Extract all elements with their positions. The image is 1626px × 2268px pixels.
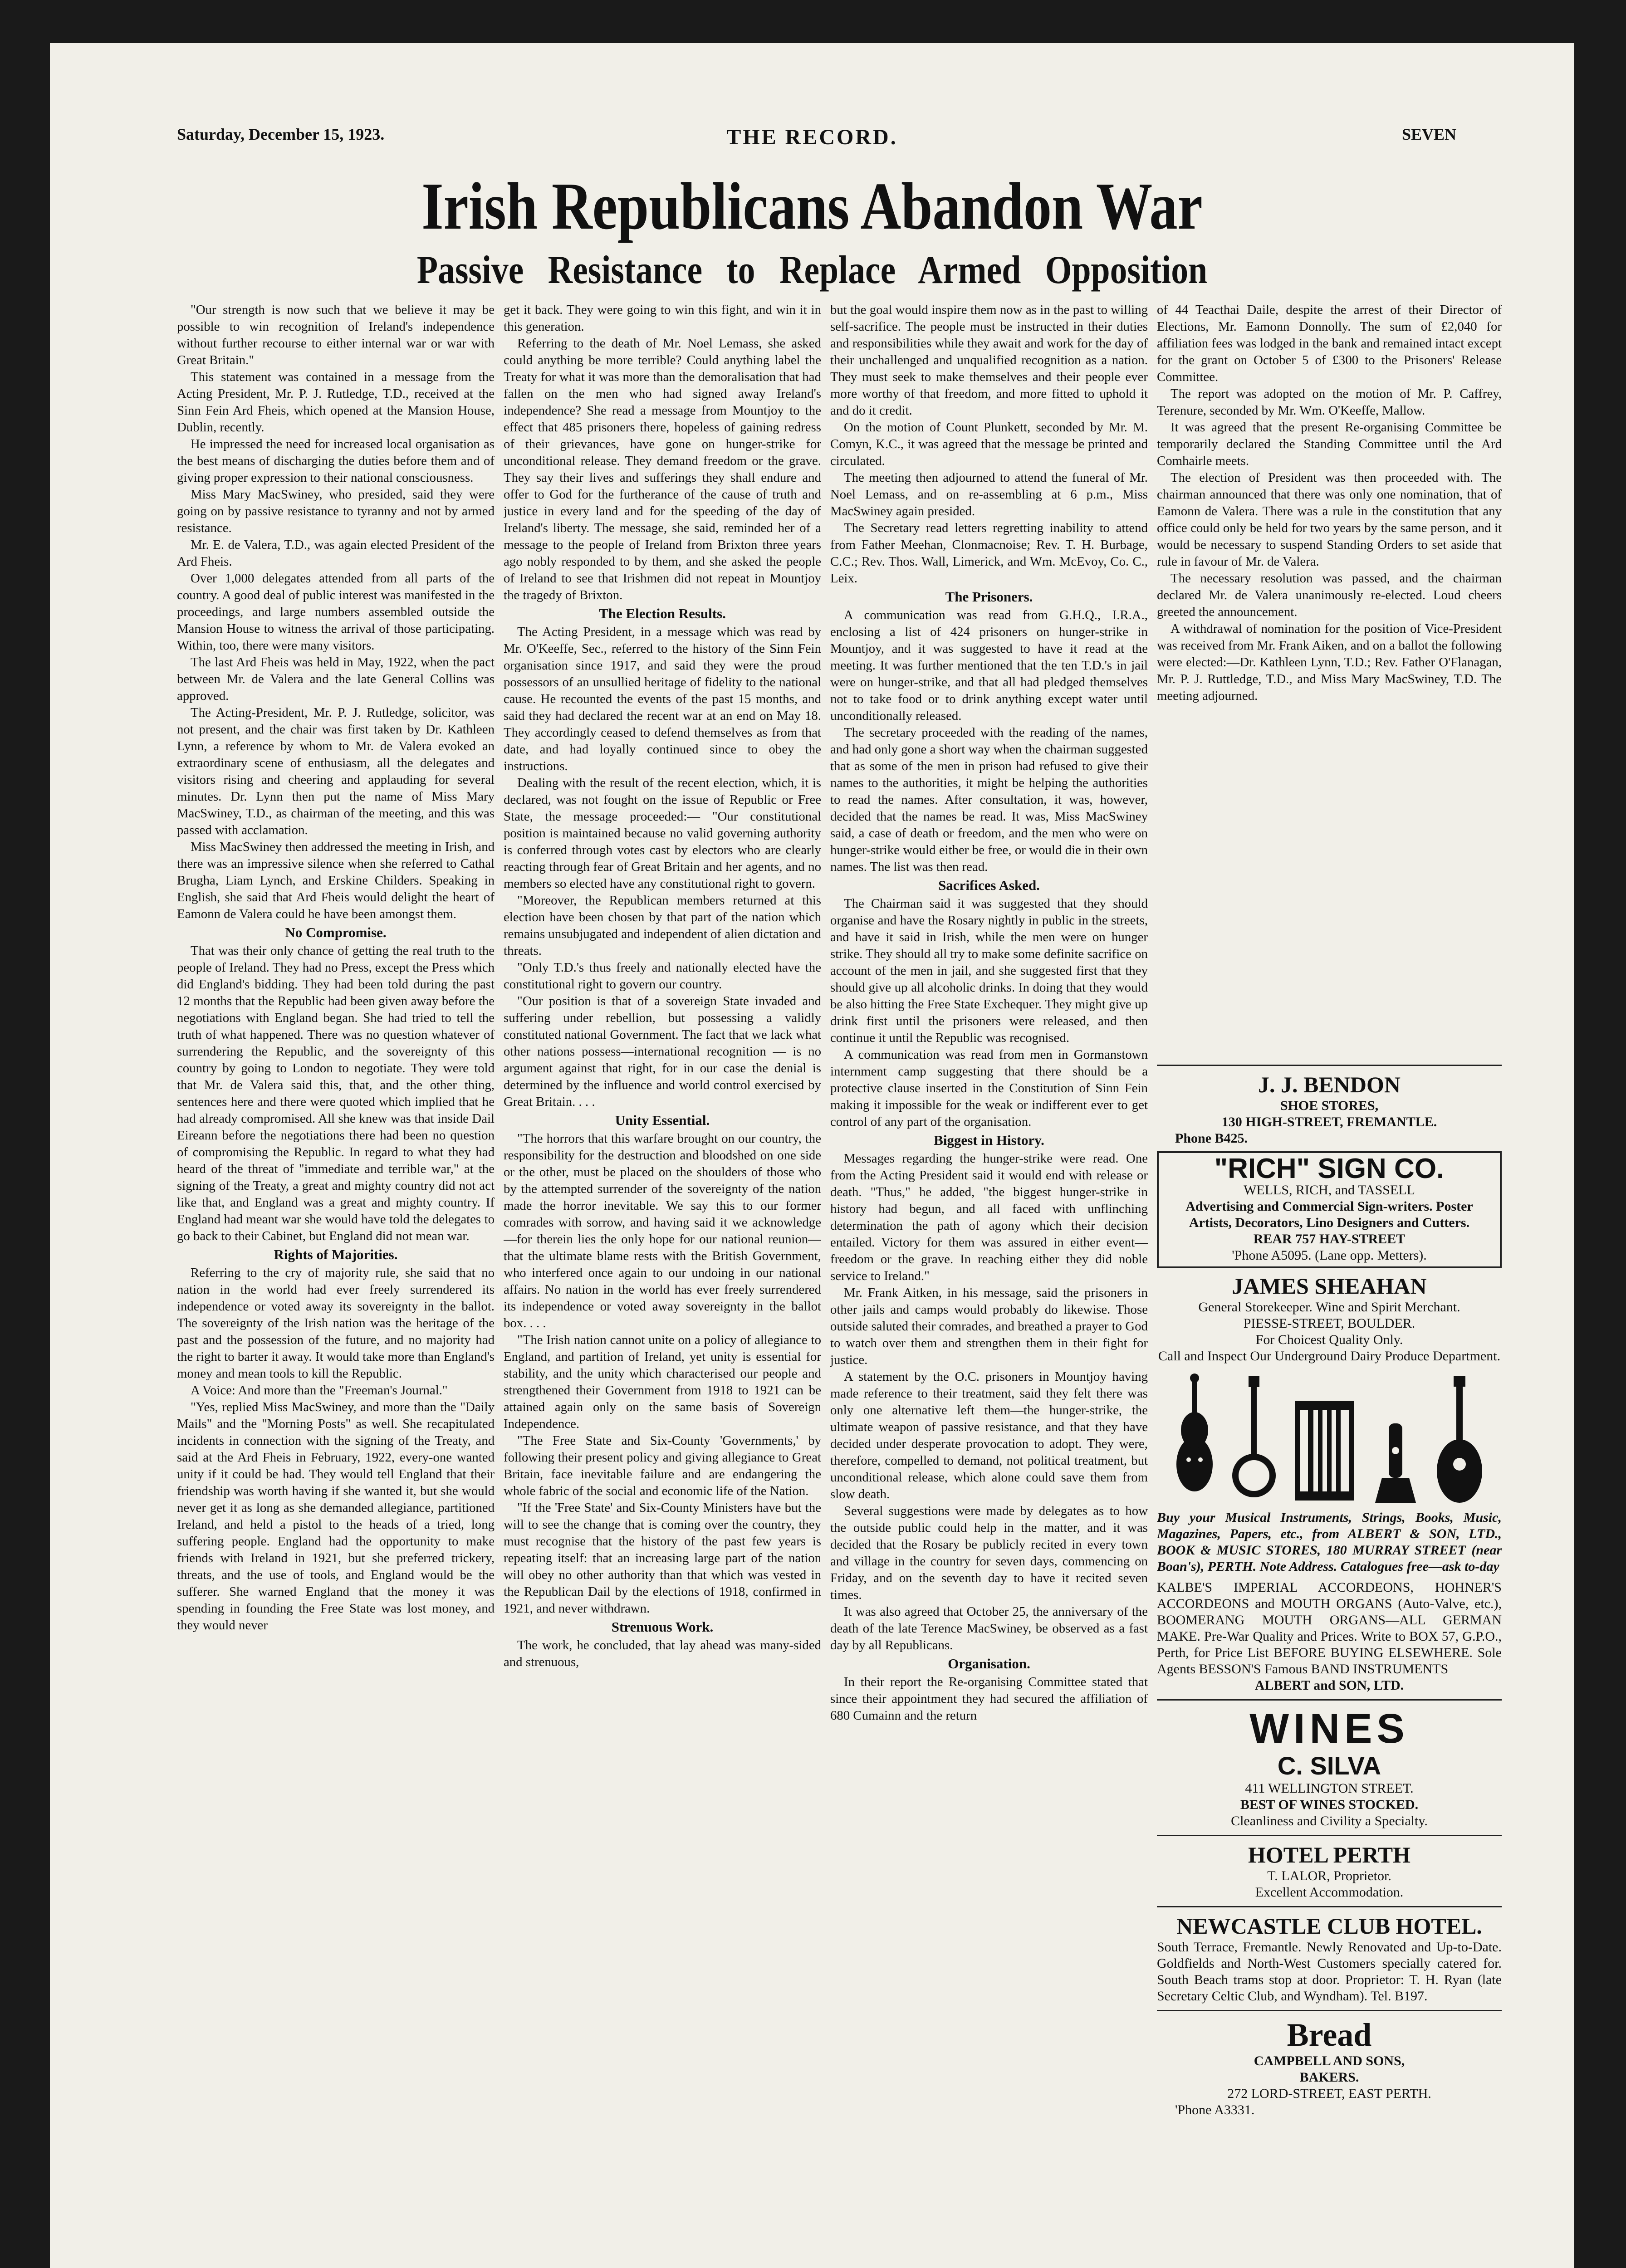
ad-wines [1157,1706,1502,1829]
ad-newcastle-club-hotel [1157,1913,1502,2004]
divider [1157,2010,1502,2011]
ad-title: WINES [1249,1706,1409,1752]
divider [1157,1835,1502,1836]
ad-line: 'Phone A3331. [1175,2102,1255,2117]
section-heading: Sacrifices Asked. [938,877,1040,893]
advertisement-column [1157,1059,1502,2268]
ad-title: Bread [1287,2017,1372,2053]
ad-bread [1157,2017,1502,2118]
paragraph: "If the 'Free State' and Six-County Ministers have but the will to see the change that is coming over the country, they must recognise that the history of the past few years is repeating itself: that an increasing large part of the nation will obey no other authority than that which was vested in the Republican Dail by the elections of 1918, confirmed in 1921, and never withdrawn. [504,1501,821,1616]
ad-hotel-perth [1157,1842,1502,1901]
accordion-icon [1293,1396,1357,1505]
paragraph: In their report the Re-organising Committee stated that since their appointment they had secured the affiliation of 680 Cumainn and the return [830,1675,1148,1723]
ad-line: T. LALOR, Proprietor. [1267,1868,1391,1883]
ad-line: SHOE STORES, [1280,1098,1379,1113]
divider [1157,1906,1502,1907]
paragraph: get it back. They were going to win this fight, and win it in this generation. [504,303,821,334]
ad-line: Call and Inspect Our Underground Dairy Produce Department. [1158,1349,1501,1364]
section-heading: Unity Essential. [615,1112,710,1128]
divider [1157,1065,1502,1066]
paragraph: Miss MacSwiney then addressed the meeting in Irish, and there was an impressive silence when she referred to Cathal Brugha, Liam Lynch, and Erskine Childers. Speaking in English, she said that Ard Fheis would delight the heart of Eamonn de Valera could he have been amongst them. [177,840,495,921]
paragraph: The Chairman said it was suggested that they should organise and have the Rosary nightly in public in the streets, and have it said in Irish, while the men were on hunger strike. They should all try to make some definite sacrifice on account of the men in jail, and she suggested first that they should give up all alcoholic drinks. In doing that they would be also hitting the Free State Exchequer. They might give up drink first until the prisoners were released, and then continue it until the Republic was recognised. [830,896,1148,1045]
headline: Irish Republicans Abandon War [421,169,1203,244]
ad-line: Advertising and Commercial Sign-writers. Poster Artists, Decorators, Lino Designers and Cutters. [1185,1199,1473,1230]
ad-title: J. J. BENDON [1258,1072,1401,1097]
violin-icon [1174,1374,1215,1505]
paragraph: The Secretary read letters regretting inability to attend from Father Meehan, Clonmacnoise; Rev. T. H. Burbage, C.C.; Rev. Thos. Wall, Limerick, and Wm. McEvoy, Co. C., Leix. [830,521,1148,586]
ad-albert-and-son [1157,1369,1502,1694]
paragraph: "Our strength is now such that we believe it may be possible to win recognition of Ireland's independence without further recourse to either internal war or war with Great Britain." [177,303,495,367]
ad-line: BEST OF WINES STOCKED. [1240,1797,1419,1812]
ad-line: Excellent Accommodation. [1255,1885,1404,1900]
paragraph: "Our position is that of a sovereign State invaded and suffering under rebellion, but possessing a validly constituted national Government. The fact that we lack what other nations possess—international recognition — is no argument against that right, for in our case the denial is determined by the influence and world control exercised by Great Britain. . . . [504,994,821,1109]
newspaper-page [50,43,1574,2268]
ad-line: 411 WELLINGTON STREET. [1245,1781,1414,1796]
ad-bendon [1157,1071,1502,1147]
paragraph: On the motion of Count Plunkett, seconded by Mr. M. Comyn, K.C., it was agreed that the message be printed and circulated. [830,420,1148,468]
ad-line: Cleanliness and Civility a Specialty. [1231,1813,1428,1828]
ad-signature: ALBERT and SON, LTD. [1254,1678,1404,1693]
masthead-title: THE RECORD. [726,125,898,149]
page-number: SEVEN [1401,125,1456,143]
ad-title: HOTEL PERTH [1248,1842,1411,1867]
paragraph: "The horrors that this warfare brought on our country, the responsibility for the destruction and bloodshed on one side or the other, must be placed on the shoulders of those who by the attempted surrender of the sovereignty of the nation made the horror inevitable. We say this to our former comrades with sorrow, and having said it we acknowledge—for therein lies the only hope for our national reunion—that the ultimate blame rests with the British Government, who interfered once again to our undoing in our national affairs. No nation in the world has ever freely surrendered its independence or voted away sovereignty in the ballot box. . . . [504,1131,821,1330]
divider [1157,1699,1502,1701]
paragraph: He impressed the need for increased local organisation as the best means of discharging the duties before them and of giving proper expression to their national consciousness. [177,437,495,485]
ad-text: KALBE'S IMPERIAL ACCORDEONS, HOHNER'S ACCORDEONS and MOUTH ORGANS (Auto-Valve, etc.), BOOMERANG MOUTH ORGANS—ALL GERMAN MAKE. Pre-War Quality and Prices. Write to BOX 57, G.P.O., Perth, for Price List BEFORE BUYING ELSEWHERE. Sole Agents BESSON'S Famous BAND INSTRUMENTS [1157,1580,1502,1677]
paragraph: The meeting then adjourned to attend the funeral of Mr. Noel Lemass, and on re-assembling at 6 p.m., Miss MacSwiney again presided. [830,470,1148,518]
paragraph: The work, he concluded, that lay ahead was many-sided and strenuous, [504,1638,821,1669]
article-column-4 [1157,302,1502,1046]
paragraph: The Acting-President, Mr. P. J. Rutledge, solicitor, was not present, and the chair was first taken by Dr. Kathleen Lynn, a reference by whom to Mr. de Valera evoked an extraordinary scene of enthusiasm, all the delegates and visitors rising and cheering and applauding for several minutes. Dr. Lynn then put the name of Miss Mary MacSwiney, T.D., as chairman of the meeting, and this was passed with acclamation. [177,705,495,837]
paragraph: The Acting President, in a message which was read by Mr. O'Keeffe, Sec., referred to the history of the Sinn Fein organisation since 1917, and said they were the proud possessors of an unsullied heritage of fidelity to the national cause. He recounted the events of the past 15 months, and said they had declared the recent war at an end on May 18. They accordingly ceased to defend themselves as from that date, and had loyally continued since to obey the instructions. [504,625,821,773]
paragraph: The necessary resolution was passed, and the chairman declared Mr. de Valera unanimously re-elected. Loud cheers greeted the announcement. [1157,571,1502,619]
article-column-1 [177,302,495,2268]
paragraph: A statement by the O.C. prisoners in Mountjoy having made reference to their treatment, said they felt there was only one alternative left them—the hunger-strike, the ultimate weapon of passive resistance, and that they have decided under desperate provocation to adopt. They were, therefore, compelled to demand, not political treatment, but unconditional release, which alone could save them from slow death. [830,1369,1148,1501]
section-heading: Organisation. [948,1656,1030,1672]
subheadline: Passive Resistance to Replace Armed Opposition [416,248,1208,292]
paragraph: Dealing with the result of the recent election, which, it is declared, was not fought on the issue of Republic or Free State, the message proceeded:— "Our constitutional position is maintained because no valid governing authority is conferred through votes cast by electors who are clearly reacting through fear of Great Britain and her agents, and no members so elected have any constitutional right to govern. [504,776,821,891]
ad-text: Buy your Musical Instruments, Strings, Books, Music, Magazines, Papers, etc., from ALBERT & SON, LTD., BOOK & MUSIC STORES, 180 MURRAY STREET (near Boan's), PERTH. Note Address. Catalogues free—ask to-day [1157,1510,1502,1574]
ad-title: "RICH" SIGN CO. [1214,1153,1445,1184]
ad-owner: C. SILVA [1277,1751,1381,1780]
ad-text: South Terrace, Fremantle. Newly Renovated and Up-to-Date. Goldfields and North-West Customers specially catered for. South Beach trams stop at door. Proprietor: T. H. Ryan (late Secretary Celtic Club, and Wyndham). Tel. B197. [1157,1940,1502,2004]
mandolin-icon [1435,1374,1484,1505]
paragraph: The election of President was then proceeded with. The chairman announced that there was only one nomination, that of Eamonn de Valera. There was a rule in the constitution that any office could only be held for two years by the same person, and it would be necessary to suspend Standing Orders to set aside that rule in favour of Mr. de Valera. [1157,470,1502,569]
paragraph: Several suggestions were made by delegates as to how the outside public could help in the matter, and it was decided that the Rosary be publicly recited in every town and village in the country for seven days, commencing on Friday, and on the seventh day to have it recited seven times. [830,1504,1148,1602]
paragraph: A communication was read from G.H.Q., I.R.A., enclosing a list of 424 prisoners on hunger-strike in Mountjoy, and it was suggested to have it read at the meeting. It was further mentioned that the ten T.D.'s in jail were on hunger-strike, and that all had pledged themselves not to take food or to drink anything except water until unconditionally released. [830,608,1148,723]
paragraph: Mr. Frank Aitken, in his message, said the prisoners in other jails and camps would probably do likewise. Those outside saluted their comrades, and breathed a prayer to God to watch over them and strengthen them in their fight for justice. [830,1286,1148,1367]
paragraph: "The Irish nation cannot unite on a policy of allegiance to England, and partition of Ireland, yet unity is essential for stability, and the unity which characterised our people and strengthened their Government from 1918 to 1921 can be attained again only on the same basis of Sovereign Independence. [504,1333,821,1431]
paragraph: Mr. E. de Valera, T.D., was again elected President of the Ard Fheis. [177,538,495,569]
paragraph: of 44 Teacthai Daile, despite the arrest of their Director of Elections, Mr. Eamonn Donnolly. The sum of £2,040 for affiliation fees was lodged in the bank and remained intact except for the grant on October 5 of £300 to the Prisoners' Release Committee. [1157,303,1502,384]
paragraph: The last Ard Fheis was held in May, 1922, when the pact between Mr. de Valera and the late General Collins was approved. [177,655,495,703]
paragraph: It was agreed that the present Re-organising Committee be temporarily declared the Standing Committee until the Ard Comhairle meets. [1157,420,1502,468]
banjo-icon [1231,1374,1277,1505]
paragraph: It was also agreed that October 25, the anniversary of the death of the late Terence MacSwiney, be observed as a fast day by all Republicans. [830,1604,1148,1652]
section-heading: The Election Results. [599,606,726,621]
paragraph: This statement was contained in a message from the Acting President, Mr. P. J. Rutledge, T.D., received at the Sinn Fein Ard Fheis, which opened at the Mansion House, Dublin, recently. [177,370,495,435]
paragraph: A communication was read from men in Gormanstown internment camp suggesting that there should be a protective clause inserted in the Constitution of Sinn Fein making it impossible for the weak or indifferent ever to get control of any part of the organisation. [830,1047,1148,1129]
paragraph: A Voice: And more than the "Freeman's Journal." [191,1383,448,1398]
ad-title: NEWCASTLE CLUB HOTEL. [1176,1913,1482,1939]
paragraph: "Moreover, the Republican members returned at this election have been chosen by that part of the nation which remains unsubjugated and independent of alien dictation and threats. [504,893,821,958]
ad-line: 130 HIGH-STREET, FREMANTLE. [1221,1114,1437,1129]
paragraph: Over 1,000 delegates attended from all parts of the country. A good deal of public interest was manifested in the proceedings, and large numbers assembled outside the Mansion House to witness the arrival of those participating. Within, too, there were many visitors. [177,571,495,653]
ad-line: General Storekeeper. Wine and Spirit Merchant. [1198,1300,1460,1315]
ad-line: CAMPBELL AND SONS, [1254,2053,1405,2068]
paragraph: Referring to the death of Mr. Noel Lemass, she asked could anything be more terrible? Could anything label the Treaty for what it was more than the demoralisation that had fallen on the men who had signed away Ireland's independence? She read a message from Mountjoy to the effect that 485 prisoners there, hopeless of gaining redress of their grievances, have gone on hunger-strike for unconditional release. They demand freedom or the grave. They say their lives and sufferings they shall endure and offer to God for the furtherance of the cause of truth and justice in every land and for the speeding of the day of Ireland's liberty. The message, she said, reminded her of a message to the people of Ireland from Brixton three years ago nobly responded to by them, and she asked the people of Ireland to see that Irishmen did not repeat in Mountjoy the tragedy of Brixton. [504,336,821,602]
ad-sheahan [1157,1273,1502,1364]
musical-instruments-illustration [1166,1369,1493,1505]
ad-line: Phone B425. [1175,1131,1248,1146]
section-heading: Biggest in History. [934,1132,1044,1148]
paragraph: "The Free State and Six-County 'Governments,' by following their present policy and giving allegiance to Great Britain, face inevitable failure and are endangering the whole fabric of the social and economic life of the Nation. [504,1433,821,1498]
paragraph: "Yes, replied Miss MacSwiney, and more than the "Daily Mails" and the "Morning Posts" as well. She recapitulated incidents in connection with the signing of the Treaty, and said at the Ard Fheis in February, 1922, every-one wanted unity if it could be had. They would tell England that their friendship was worth having if she wanted it, but she would never get it as long as she demanded allegiance, partitioned Ireland, and held a pistol to the heads of a tried, long suffering people. England had the opportunity to make friends with Ireland in 1921, but she preferred trickery, threats, and the use of tools, and England would be the sufferer. She warned England that the money it was spending in founding the Free State was lost money, and they would never [177,1400,495,1633]
ad-line: 272 LORD-STREET, EAST PERTH. [1227,2086,1431,2101]
paragraph: That was their only chance of getting the real truth to the people of Ireland. They had no Press, except the Press which did England's bidding. They had been told during the past 12 months that the Republic had been given away before the negotiations with England began. She had tried to tell the truth of what happened. There was no question whatever of surrendering the Republic, and the sovereignty of this country by going to London to negotiate. They were told that Mr. de Valera said this, that, and the other thing, sentences here and there were quoted which implied that he had already compromised. All she knew was that inside Dail Eireann before the negotiations there had been no question of compromising the Republic. In regard to what they had heard of the threat of "immediate and terrible war," at the signing of the Treaty, a great and mighty country did not act like that, and England was a great and mighty country. If England had meant war she would have told the delegates to go back to their Cabinet, but England did not mean war. [177,943,495,1243]
paragraph: Messages regarding the hunger-strike were read. One from the Acting President said it would end with release or death. "Thus," he added, "the biggest hunger-strike in history had begun, and all faced with unflinching determination the path of agony which their decision entailed. Victory for them was assured in either event—freedom or the grave. In reaching either they did noble service to Ireland." [830,1151,1148,1283]
paragraph: Referring to the cry of majority rule, she said that no nation in the world had ever freely surrendered its independence or voted away its sovereignty in the ballot. The sovereignty of the Irish nation was the heritage of the past and the possession of the future, and no majority had the right to barter it away. It would take more than England's money and mean tools to kill the Republic. [177,1266,495,1381]
paragraph: The secretary proceeded with the reading of the names, and had only gone a short way when the chairman suggested that as some of the men in prison had refused to give their names to the authorities, it might be helping the authorities to read the names. After consultation, it was, however, decided that the names be read. It was, Miss MacSwiney said, a case of death or freedom, and the men who were on hunger-strike would either be free, or would die in their own names. The list was then read. [830,725,1148,874]
issue-date: Saturday, December 15, 1923. [177,125,385,143]
paragraph: Miss Mary MacSwiney, who presided, said they were going on by passive resistance to tyranny and not by armed resistance. [177,487,495,535]
ad-title: JAMES SHEAHAN [1232,1273,1427,1299]
cornet-icon [1373,1414,1418,1505]
ad-line: 'Phone A5095. (Lane opp. Metters). [1232,1248,1427,1263]
ad-line: WELLS, RICH, and TASSELL [1244,1183,1415,1198]
article-column-3 [830,302,1148,2268]
paragraph: "Only T.D.'s thus freely and nationally elected have the constitutional right to govern our country. [504,960,821,992]
ad-rich-sign-co [1157,1151,1502,1268]
ad-line: PIESSE-STREET, BOULDER. [1243,1316,1415,1331]
section-heading: The Prisoners. [945,589,1033,605]
paragraph: A withdrawal of nomination for the position of Vice-President was received from Mr. Frank Aiken, and on a ballot the following were elected:—Dr. Kathleen Lynn, T.D.; Rev. Father O'Flanagan, Mr. P. J. Ruttledge, T.D., and Miss Mary MacSwiney, T.D. The meeting adjourned. [1157,621,1502,703]
paragraph: The report was adopted on the motion of Mr. P. Caffrey, Terenure, seconded by Mr. Wm. O'Keeffe, Mallow. [1157,386,1502,418]
ad-line: For Choicest Quality Only. [1255,1332,1403,1347]
section-heading: Strenuous Work. [611,1619,714,1635]
article-column-2 [504,302,821,2268]
paragraph: but the goal would inspire them now as in the past to willing self-sacrifice. The people must be instructed in their duties and responsibilities while they await and work for the day of their unchallenged and unqualified recognition as a nation. They must seek to make themselves and their people ever more worthy of that freedom, and more fitted to uphold it and do it credit. [830,303,1148,418]
ad-line: REAR 757 HAY-STREET [1253,1232,1406,1246]
section-heading: No Compromise. [285,924,387,940]
section-heading: Rights of Majorities. [274,1246,398,1262]
ad-line: BAKERS. [1299,2070,1359,2085]
